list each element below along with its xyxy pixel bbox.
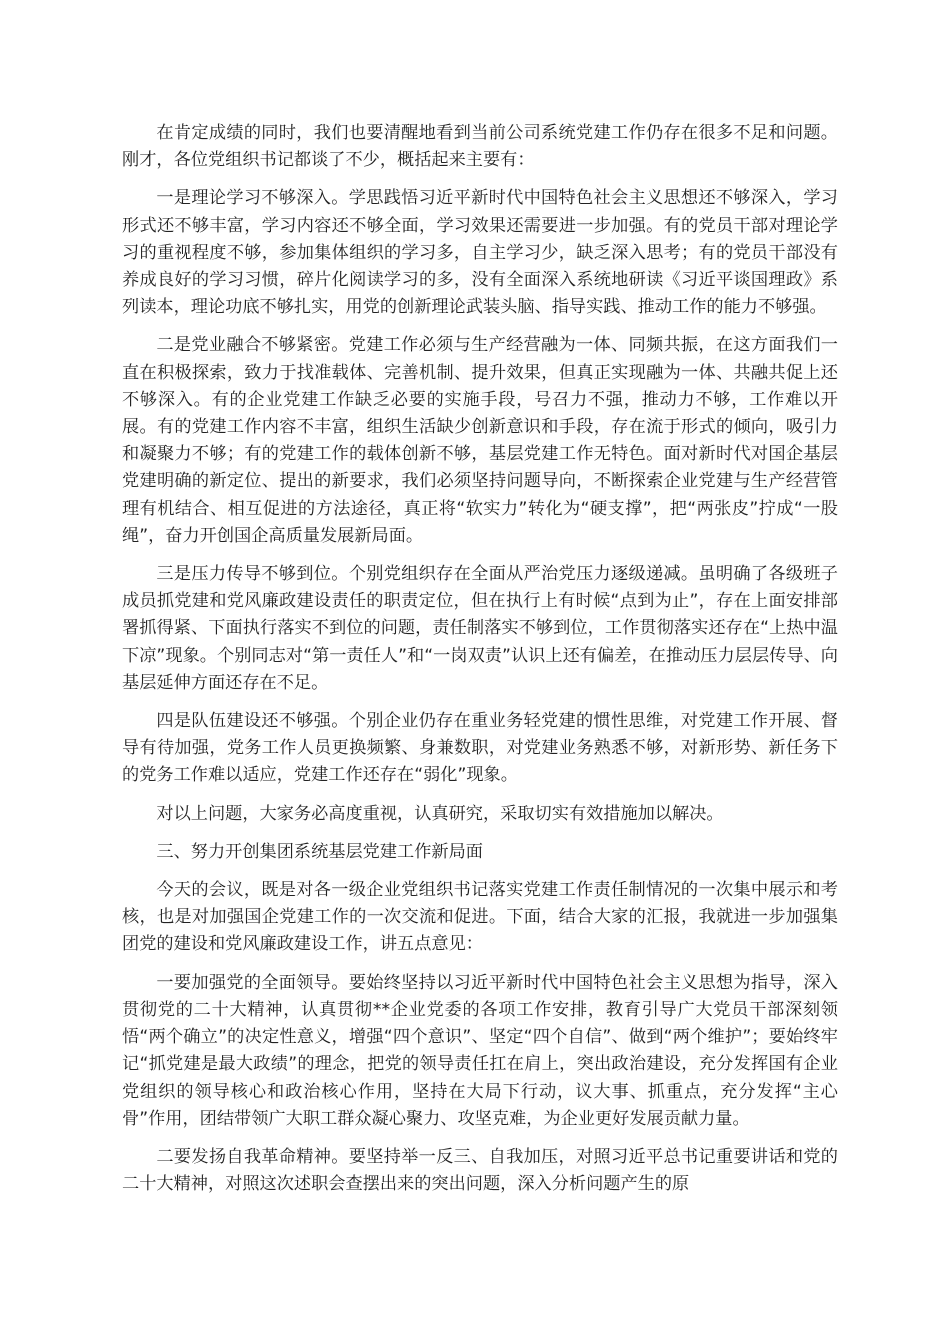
section-heading-three: 三、努力开创集团系统基层党建工作新局面 [156, 841, 483, 862]
paragraph-problem-summary: 对以上问题，大家务必高度重视，认真研究，采取切实有效措施加以解决。 [156, 803, 724, 824]
paragraph-meeting-intro: 今天的会议，既是对各一级企业党组织书记落实党建工作责任制情况的一次集中展示和考核，也是对加强国企党建工作的一次交流和促进。下面，结合大家的汇报，我就进一步加强集团党的建设和党风廉政建设工作，讲五点意见： [122, 880, 838, 955]
paragraph-party-leadership: 一要加强党的全面领导。要始终坚持以习近平新时代中国特色社会主义思想为指导，深入贯彻党的二十大精神，认真贯彻**企业党委的各项工作安排，教育引导广大党员干部深刻领悟“两个确立”的决定性意义，增强“四个意识”、坚定“四个自信”、做到“两个维护”；要始终牢记“抓党建是最大政绩”的理念，把党的领导责任扛在肩上，突出政治建设，充分发挥国有企业党组织的领导核心和政治核心作用，坚持在大局下行动，议大事、抓重点，充分发挥“主心骨”作用，团结带领广大职工群众凝心聚力、攻坚克难，为企业更好发展贡献力量。 [122, 972, 838, 1129]
paragraph-pressure-transmission: 三是压力传导不够到位。个别党组织存在全面从严治党压力逐级递减。虽明确了各级班子成员抓党建和党风廉政建设责任的职责定位，但在执行上有时候“点到为止”，存在上面安排部署抓得紧、下面执行落实不到位的问题，责任制落实不够到位，工作贯彻落实还存在“上热中温下凉”现象。个别同志对“第一责任人”和“一岗双责”认识上还有偏差，在推动压力层层传导、向基层延伸方面还存在不足。 [122, 564, 838, 693]
document-body [122, 120, 838, 1209]
paragraph-party-business-integration: 二是党业融合不够紧密。党建工作必须与生产经营融为一体、同频共振，在这方面我们一直在积极探索，致力于找准载体、完善机制、提升效果，但真正实现融为一体、共融共促上还不够深入。有的企业党建工作缺乏必要的实施手段，号召力不强，推动力不够，工作难以开展。有的党建工作内容不丰富，组织生活缺少创新意识和手段，存在流于形式的倾向，吸引力和凝聚力不够；有的党建工作的载体创新不够，基层党建工作无特色。面对新时代对国企基层党建明确的新定位、提出的新要求，我们必须坚持问题导向，不断探索企业党建与生产经营管理有机结合、相互促进的方法途径，真正将“软实力”转化为“硬支撑”，把“两张皮”拧成“一股绳”，奋力开创国企高质量发展新局面。 [122, 335, 838, 546]
paragraph-intro: 在肯定成绩的同时，我们也要清醒地看到当前公司系统党建工作仍存在很多不足和问题。刚才，各位党组织书记都谈了不少，概括起来主要有： [122, 123, 838, 171]
paragraph-team-building: 四是队伍建设还不够强。个别企业仍存在重业务轻党建的惯性思维，对党建工作开展、督导有待加强，党务工作人员更换频繁、身兼数职，对党建业务熟悉不够，对新形势、新任务下的党务工作难以适应，党建工作还存在“弱化”现象。 [122, 711, 838, 786]
paragraph-theory-study: 一是理论学习不够深入。学思践悟习近平新时代中国特色社会主义思想还不够深入，学习形式还不够丰富，学习内容还不够全面，学习效果还需要进一步加强。有的党员干部对理论学习的重视程度不够，参加集体组织的学习多，自主学习少，缺乏深入思考；有的党员干部没有养成良好的学习习惯，碎片化阅读学习的多，没有全面深入系统地研读《习近平谈国理政》系列读本，理论功底不够扎实，用党的创新理论武装头脑、指导实践、推动工作的能力不够强。 [122, 188, 838, 318]
paragraph-self-revolution: 二要发扬自我革命精神。要坚持举一反三、自我加压，对照习近平总书记重要讲话和党的二十大精神，对照这次述职会查摆出来的突出问题，深入分析问题产生的原 [122, 1146, 838, 1195]
